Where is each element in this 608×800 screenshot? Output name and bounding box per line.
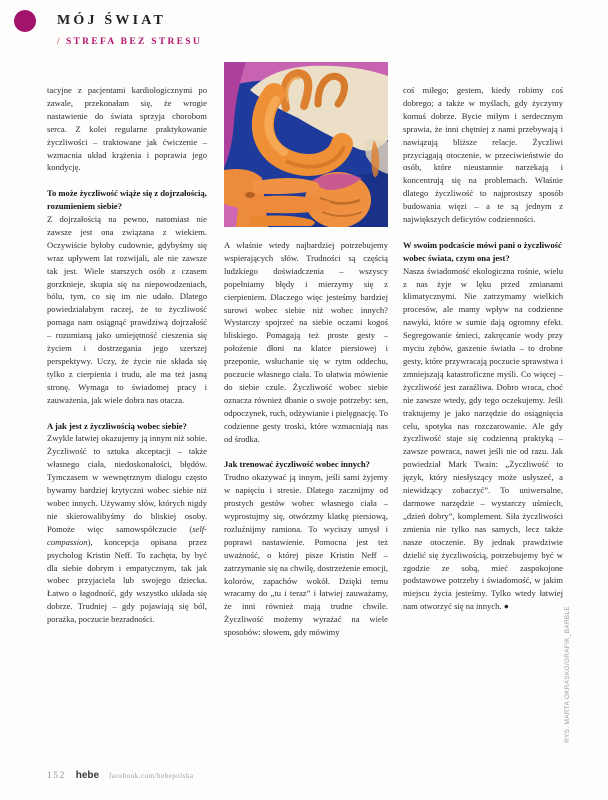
page-footer [47, 770, 193, 781]
page-number: 152 [47, 771, 66, 781]
paragraph [47, 432, 207, 626]
paragraph: Z dojrzałością na pewno, natomiast nie zawsze jest ona związana z wiekiem. Oczywiście byłoby cudownie, gdybyśmy się wraz upływem lat rozwijali, ale nie zawsze tak jest. Wiele starszych osób z czasem gorzknieje, skupia się na niepowodzeniach, bólu, tym, co się im nie udało. Dlatego powiedziałabym raczej, że to życzliwość pomaga nam osiągnąć prawdziwą dojrzałość – rozumianą jako umiejętność cieszenia się życiem i dostrzegania jego szerszej perspektywy. Uczy, że życie nie składa się tylko z cierpienia i trudu, ale ma też jasną stronę. Wymaga to świadomej pracy i zauważenia, jak wiele dobra nas otacza. [47, 214, 207, 405]
subsection-title [57, 37, 202, 47]
italic-term: self-compassion [47, 523, 207, 547]
illustration-credit: RYS. MARTA OKRASKO/GRAFIK_BARBLE [564, 606, 571, 743]
question-heading: Jak trenować życzliwość wobec innych? [224, 459, 370, 470]
question-heading: W swoim podcaście mówi pani o życzliwość wobec świata, czym ona jest? [403, 239, 562, 263]
question-heading: To może życzliwość wiąże się z dojrzałością, rozumieniem siebie? [47, 188, 207, 212]
article-column-2 [224, 62, 388, 639]
paragraph: A właśnie wtedy najbardziej potrzebujemy wspierających słów. Trudności są częścią ludzkiego doświadczenia – wszyscy popełniamy błędy i mierzymy się z cierpieniem. Dlaczego więc jesteśmy bardziej surowi wobec siebie niż wobec innych? Wystarczy spojrzeć na siebie oczami kogoś bliskiego. Pomagają też proste gesty – położenie dłoni na klatce piersiowej i przeponie, wsłuchanie się w rytm oddechu, poczucie własnego ciała. To ułatwia mówienie do siebie czule. Życzliwość wobec siebie oznacza również dbanie o swoje potrzeby: sen, odpoczynek, ruch, odżywianie i pielęgnację. To codzienne gesty troski, które wzmacniają nas od środka. [224, 240, 388, 444]
magazine-logo: hebe [75, 770, 100, 781]
paragraph-text: ), koncepcja opisana przez psycholog Kristin Neff. To zachęta, by być dla siebie dobrym i empatycznym, tak jak wobec przyjaciela lub swojego dziecka. Łatwo o łagodność, gdy wszystko układa się dobrze. Trudniej – gdy pojawiają się ból, porażka, poczucie bezradności. [47, 536, 207, 625]
paragraph: tacyjne z pacjentami kardiologicznymi po zawale, przekonałam się, że wrogie nastawienie do świata sprzyja chorobom serca. Z kolei regularne praktykowanie życzliwości – traktowane jak ćwiczenie – wzmacnia układ krążenia i poprawia jego kondycję. [47, 85, 207, 173]
paragraph: Trudno okazywać ją innym, jeśli sami żyjemy w napięciu i stresie. Dlatego zacznijmy od prostych gestów wobec własnego ciała – wyprostujmy się, otwórzmy klatkę piersiową, rozluźnijmy ramiona. To wyciszy umysł i poprawi nastawienie. Pomocna jest też uważność, o której pisze Kristin Neff – zatrzymanie się na chwilę, dostrzeżenie emocji, kolorów, zapachów wokół. Dzięki temu wracamy do „tu i teraz” i łatwiej zauważamy, że inni również mają trudne chwile. Życzliwość możemy wyrażać na wiele sposobów: słowem, gdy mówimy [224, 472, 388, 638]
paragraph: coś miłego; gestem, kiedy robimy coś dobrego; a także w myślach, gdy życzymy komuś dobrze. Bycie miłym i serdecznym sprawia, że inni chętniej z nami przebywają i nawiązują bliższe relacje. Życzliwi przyciągają otoczenie, w przeciwieństwie do osób, które nieustannie narzekają i koncentrują się na problemach. Właśnie dlatego życzliwość to najprostszy sposób budowania więzi – a te są jednym z największych deficytów codzienności. [403, 85, 563, 225]
section-title: MÓJ ŚWIAT [57, 13, 167, 28]
article-column-3 [403, 84, 563, 613]
paragraph: Nasza świadomość ekologiczna rośnie, wielu z nas żyje w lęku przed zmianami klimatycznymi. Nie zatrzymamy wielkich procesów, ale mamy wpływ na codzienne nawyki, które w sumie dają ogromny efekt. Segregowanie śmieci, zakręcanie wody przy myciu zębów, gaszenie światła – to drobne gesty, które przywracają poczucie sprawstwa i zmniejszają katastroficzne myśli. Co więcej – życzliwość jest zaraźliwa. Dobro wraca, choć nie zawsze wtedy, gdy tego oczekujemy. Jeśli traktujemy je jako narzędzie do osiągnięcia celu, spotyka nas rozczarowanie. Ale gdy życzliwość staje się codzienną praktyką – zawsze powraca, nawet jeśli nie od razu. Jak powiedział Mark Twain: „Życzliwość to język, który niesłyszący może usłyszeć, a niewidzący zobaczyć”. To uniwersalne, darmowe narzędzie – wystarczy uśmiech, „dzień dobry”, komplement. Siła życzliwości zmienia nie tylko nas samych, lecz także nasze otoczenie. By jednak prawdziwie dzielić się życzliwością, potrzebujemy być w zgodzie ze sobą, mieć zaspokojone podstawowe potrzeby i świadomość, w jakim miejscu życia jesteśmy. Tylko wtedy łatwiej nam otworzyć się na innych. ● [403, 265, 563, 612]
heart-hand-illustration [224, 62, 388, 227]
article-column-1 [47, 84, 207, 626]
subsection-label: STREFA BEZ STRESU [65, 37, 203, 47]
brand-dot-icon [14, 10, 36, 32]
paragraph-text: Zwykle łatwiej okazujemy ją innym niż sobie. Życzliwość to sztuka akceptacji – także własnego ciała, niedoskonałości, błędów. Tymczasem w wewnętrznym dialogu często bywamy bardziej krytyczni wobec siebie niż wobec innych. Używamy słów, których nigdy nie skierowalibyśmy do bliskiej osoby. Pomoże więc samowspółczucie ( [47, 433, 207, 534]
question-heading: A jak jest z życzliwością wobec siebie? [47, 420, 187, 431]
slash-mark: / [57, 37, 62, 47]
facebook-url: facebook.com/hebepolska [109, 772, 194, 780]
